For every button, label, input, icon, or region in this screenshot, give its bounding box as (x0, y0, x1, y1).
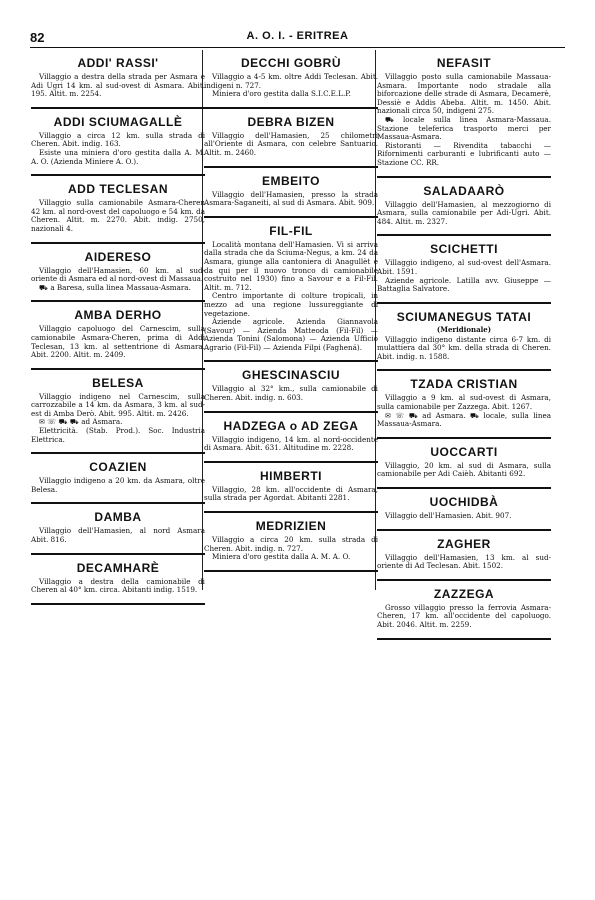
entry-addi-sciumagalle (31, 109, 205, 176)
entry-title: UOCCARTI (430, 444, 498, 459)
entry-text: Villaggio a destra della camionabile di Cheren al 40° km. circa. Abitanti indig. 1519. (31, 576, 205, 595)
entry-text: Villaggio dell'Hamasien, al nord Asmara Abit. 816. (31, 526, 205, 545)
entry-hadzega-o-ad-zega (204, 413, 378, 463)
entry-text: Villaggio capoluogo del Carnescim, sulla camionabile Asmara-Cheren, prima di Addi Teclesan, 13 km. al settentrione di Asmara. Abit. 2200. Altit. m. 2409. (31, 324, 205, 360)
entry-title: HIMBERTI (260, 468, 322, 483)
entry-text: Villaggio posto sulla camionabile Massaua-Asmara. Importante nodo stradale alla biforcazione delle strade di Asmara, Decamerè, Dessiè e Addis Abeba. Altit. m. 1450. Abit. nazionali circa 50, indigeni 275. (377, 72, 551, 116)
entry-nefasit (377, 50, 551, 178)
entry-title: TZADA CRISTIAN (410, 377, 518, 392)
entry-title: MEDRIZIEN (255, 519, 327, 534)
entry-text: Villaggio sulla camionabile Asmara-Cheren 42 km. al nord-ovest del capoluogo e 54 km. da Cheren. Altit. m. 2270. Abit. indig. 2750, nazionali 4. (31, 198, 205, 233)
entry-text: Villaggio indigeno, 14 km. al nord-occidente di Asmara. Abit. 631. Altitudine m. 2228. (204, 434, 378, 453)
entry-uoccarti (377, 439, 551, 489)
entry-coazien (31, 454, 205, 504)
entry-title: SCIUMANEGUS TATAI (396, 309, 532, 324)
entry-title: AIDERESO (84, 249, 152, 264)
entry-saladaaro (377, 178, 551, 237)
entry-title: DECAMHARÈ (76, 560, 160, 575)
entry-title: ZAGHER (437, 536, 491, 551)
entry-text: Villaggio al 32° km., sulla camionabile di Cheren. Abit. indig. n. 603. (204, 384, 378, 403)
column-2 (204, 50, 378, 572)
column-1 (31, 50, 205, 605)
header-rule (30, 47, 565, 48)
entry-zagher (377, 531, 551, 581)
entry-text: Villaggio a 9 km. al sud-ovest di Asmara, sulla camionabile per Zazzega. Abit. 1267. (377, 393, 551, 412)
entry-text: Villaggio indigeno, al sud-ovest dell'Asmara. Abit. 1591. (377, 258, 551, 276)
entry-text: Località montana dell'Hamasien. Vi si arriva dalla strada che da Sciuma-Negus, a km. 24 da Asmara, giunge alla cantoniera di Anagullèt e da qui per il nuovo tronco di camionabile costruito nel 1930) fino a Savour e a Fil-Fil. Altit. m. 712. (204, 239, 378, 292)
entry-title: SCICHETTI (430, 242, 498, 257)
entry-text: Villaggio a circa 12 km. sulla strada di Cheren. Abit. indig. 163. (31, 130, 205, 149)
entry-text: Villaggio dell'Hamasien. Abit. 907. (385, 511, 512, 521)
entry-text: Villaggio dell'Hamasien, 25 chilometri all'Oriente di Asmara, con celebre Santuario. Altit. m. 2460. (204, 130, 378, 157)
entry-uochidba (377, 489, 551, 531)
entry-add-teclesan (31, 176, 205, 243)
page-header (30, 30, 565, 50)
entry-text: Villaggio indigeno nel Carnescim, sulla carrozzabile a 14 km. da Asmara, 3 km. al sud-est di Amba Derò. Abit. 995. Altit. m. 2426. (31, 391, 205, 418)
entry-title: COAZIEN (89, 460, 147, 475)
entry-title: UOCHIDBÀ (429, 495, 499, 510)
entry-text: Villaggio, 28 km. all'occidente di Asmara, sulla strada per Agordat. Abitanti 2281. (204, 484, 378, 503)
entry-title: EMBEITO (262, 173, 320, 188)
entry-sciumanegus-tatai (377, 304, 551, 372)
entry-text: Elettricità. (Stab. Prod.). Soc. Industria Elettrica. (31, 426, 205, 444)
entry-text: Villaggio indigeno distante circa 6-7 km. di mulattiera dal 30° km. della strada di Cheren. Abit. indig. n. 1588. (377, 334, 551, 361)
entry-decchi-gobru (204, 50, 378, 109)
entry-title: AMBA DERHO (74, 308, 162, 323)
entry-decamhare (31, 555, 205, 605)
entry-text: ⛟ a Baresa, sulla linea Massaua-Asmara. (39, 282, 191, 292)
entry-subtitle: (Meridionale) (436, 324, 492, 334)
entry-debra-bizen (204, 109, 378, 168)
entry-text: Aziende agricole. Latilla avv. Giuseppe — Battaglia Salvatore. (377, 275, 551, 294)
entry-text: Villaggio a circa 20 km. sulla strada di Cheren. Abit. indig. n. 727. (204, 535, 378, 553)
entry-title: HADZEGA o AD ZEGA (223, 418, 359, 433)
entry-medrizien (204, 513, 378, 572)
entry-text: Villaggio, 20 km. al sud di Asmara, sulla camionabile per Adi Caièh. Abitanti 692. (377, 460, 551, 479)
entry-scichetti (377, 236, 551, 303)
entry-text: ✉ ☏ ⛟ ad Asmara. ⛟ locale, sulla linea Massaua-Asmara. (377, 410, 551, 429)
entry-title: ADD TECLESAN (67, 182, 168, 197)
entry-title: DAMBA (94, 510, 142, 525)
entry-amba-derho (31, 302, 205, 369)
entry-himberti (204, 463, 378, 513)
entry-text: Ristoranti — Rivendita tabacchi — Rifornimenti carburanti e lubrificanti auto — Stazione CC. RR. (377, 140, 551, 167)
entry-title: FIL-FIL (269, 223, 313, 238)
entry-text: ⛟ locale sulla linea Asmara-Massaua. Stazione teleferica trasporto merci per Massaua-Asmara. (377, 114, 551, 142)
entry-text: Villaggio dell'Hamasien, 60 km. al sud-oriente di Asmara ed al nord-ovest di Massaua. (31, 265, 205, 284)
entry-title: NEFASIT (436, 56, 492, 70)
entry-title: ADDI SCIUMAGALLÈ (53, 114, 183, 129)
entry-title: DECCHI GOBRÙ (240, 56, 341, 70)
entry-embeito (204, 168, 378, 218)
entry-text: ✉ ☏ ⛟ ⛟ ad Asmara. (39, 417, 123, 427)
entry-text: Villaggio indigeno a 20 km. da Asmara, oltre Belesa. (31, 476, 205, 494)
entry-title: SALADAARÒ (423, 183, 505, 198)
entry-text: Aziende agricole. Azienda Giannavola (Savour) — Azienda Matteoda (Fil-Fil) — Azienda Tonini (Salomona) — Azienda Ufficio Agrario (Fil-Fil) — Azienda Filpi (Faghená). (204, 317, 378, 352)
entry-tzada-cristian (377, 371, 551, 438)
entry-text: Villaggio dell'Hamasien, 13 km. al sud-oriente di Ad Teclesan. Abit. 1502. (377, 552, 551, 571)
entry-belesa (31, 370, 205, 455)
column-3 (377, 50, 551, 640)
entry-text: Villaggio a destra della strada per Asmara e Adi Ugri 14 km. al sud-ovest di Asmara. Abit. 195. Altit. m. 2254. (31, 72, 205, 99)
entry-zazzega (377, 581, 551, 640)
entry-ghescinasciu (204, 362, 378, 412)
entry-text: Grosso villaggio presso la ferrovia Asmara-Cheren, 17 km. all'occidente del capoluogo. Abit. 2046. Altit. m. 2259. (377, 602, 551, 629)
entry-title: BELESA (92, 375, 144, 390)
entry-addi-rassi (31, 50, 205, 109)
entry-text: Villaggio a 4-5 km. oltre Addi Teclesan. Abit. indigeni n. 727. (204, 72, 378, 90)
entry-text: Esiste una miniera d'oro gestita dalla A. M. A. O. (Azienda Miniere A. O.). (31, 147, 205, 166)
entry-title: ADDI' RASSI' (77, 56, 159, 70)
entry-text: Villaggio dell'Hamasien, al mezzogiorno di Asmara, sulla camionabile per Adi-Ugri. Abit. 484. Altit. m. 2327. (377, 199, 551, 226)
entry-text: Miniera d'oro gestita dalla A. M. A. O. (212, 552, 351, 562)
entry-text: Villaggio dell'Hamasien, presso la strada Asmara-Saganeiti, al sud di Asmara. Abit. 909. (204, 189, 378, 208)
running-title: A. O. I. - ERITREA (246, 30, 349, 42)
entry-title: GHESCINASCIU (241, 368, 340, 383)
entry-fil-fil (204, 218, 378, 363)
entry-text: Miniera d'oro gestita dalla S.I.C.E.L.P. (212, 89, 351, 99)
entry-damba (31, 504, 205, 554)
page-number: 82 (30, 30, 45, 45)
entry-title: DEBRA BIZEN (247, 114, 335, 129)
entry-aidereso (31, 244, 205, 303)
entry-text: Centro importante di colture tropicali, in mezzo ad una regione lussureggiante di vegetazione. (204, 291, 378, 318)
entry-title: ZAZZEGA (433, 586, 495, 601)
